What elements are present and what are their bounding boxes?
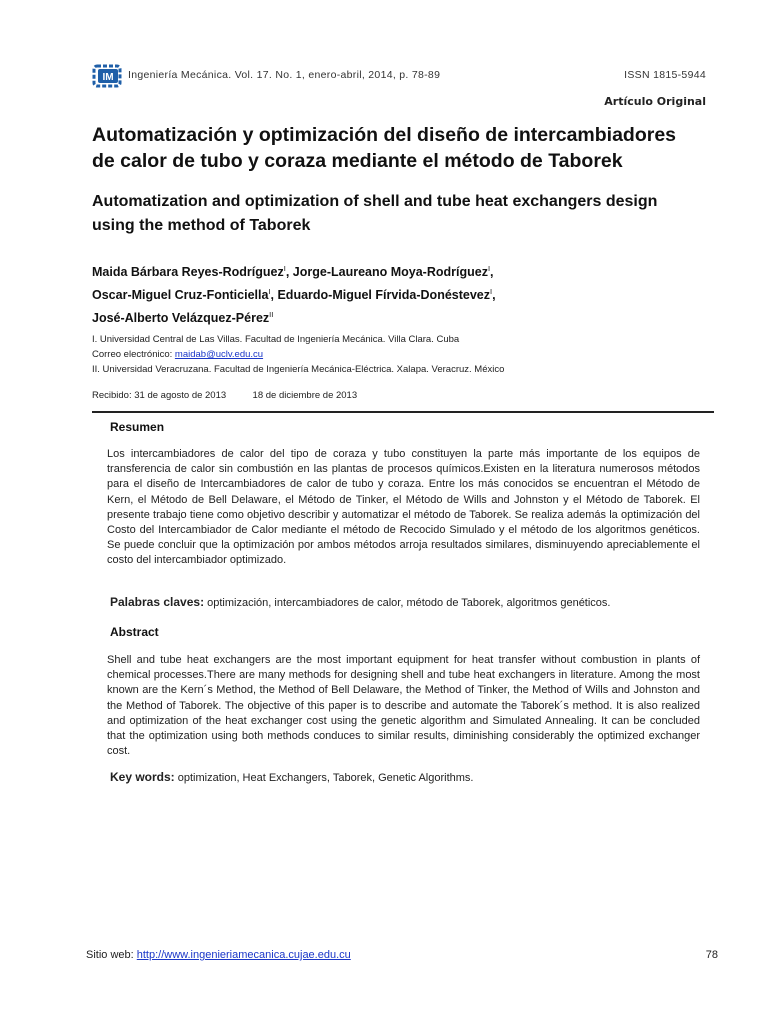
journal-citation: Ingeniería Mecánica. Vol. 17. No. 1, enero-abril, 2014, p. 78-89 bbox=[128, 69, 441, 81]
abstract-text: Shell and tube heat exchangers are the most important equipment for heat transfer without combustion in plants of chemical processes.There are many methods for designing shell and tube heat exchangers in literature. Among the most known are the Kern´s Method, the Method of Bell Delaware, the Method of Tinker, the Method of Wills and Johnston and the Method of Taborek. The objective of this paper is to describe and automate the Taborek´s method. It is also realized and optimization of the heat exchanger cost using the genetic algorithm and Simulated Annealing. It can be concluded that the optimization using both methods conduces to similar results, diminishing considerably the optimized exchanger cost. bbox=[107, 654, 700, 758]
author-separator: , bbox=[270, 288, 278, 303]
article-type: Artículo Original bbox=[604, 95, 706, 108]
author-affil-mark: I bbox=[487, 264, 491, 273]
logo-text: IM bbox=[102, 72, 114, 83]
affiliation-1: I. Universidad Central de Las Villas. Facultad de Ingeniería Mecánica. Villa Clara. Cuba bbox=[92, 334, 460, 345]
title-english: Automatization and optimization of shell and tube heat exchangers design using the method of Taborek bbox=[92, 193, 658, 234]
email-line bbox=[92, 349, 712, 360]
palabras-claves bbox=[110, 595, 710, 609]
author-separator: , bbox=[492, 288, 496, 303]
site-link[interactable]: http://www.ingenieriamecanica.cujae.edu.cu bbox=[136, 949, 351, 961]
keywords-text: optimización, intercambiadores de calor, método de Taborek, algoritmos genéticos. bbox=[204, 597, 611, 609]
received-dates: Recibido: 31 de agosto de 2013 18 de diciembre de 2013 bbox=[92, 390, 358, 401]
email-label: Correo electrónico: bbox=[92, 349, 175, 360]
author-affil-mark: I bbox=[283, 264, 286, 273]
abstract-heading: Abstract bbox=[110, 625, 159, 639]
keywords-text: optimization, Heat Exchangers, Taborek, Genetic Algorithms. bbox=[174, 772, 474, 784]
author-affil-mark: I bbox=[490, 287, 493, 297]
author: José-Alberto Velázquez-Pérez bbox=[92, 311, 270, 326]
resumen-text: Los intercambiadores de calor del tipo de coraza y tubo constituyen la parte más importante de los equipos de transferencia de calor sin combustión en las plantas de procesos químicos.Existen en la literatura numerosos métodos para el diseño de Intercambiadores de calor de tubo y coraza. Entre los más conocidos se encuentran el Método de Kern, el Método de Bell Delaware, el Método de Tinker, el Método de Wills and Johnston y el Método de Taborek. El presente trabajo tiene como objetivo describir y automatizar el método de Taborek. Se realiza además la optimización del Costo del Intercambiador de Calor mediante el método de Recocido Simulado y el método de los algoritmos genéticos. Se puede concluir que la optimización por ambos métodos arroja resultados similares, disminuyendo apreciablemente el costo del intercambiador optimizado. bbox=[107, 448, 700, 567]
author: Jorge-Laureano Moya-Rodríguez bbox=[292, 265, 488, 280]
site-label: Sitio web: bbox=[86, 949, 137, 961]
keywords-label: Palabras claves: bbox=[110, 595, 205, 609]
issn: ISSN 1815-5944 bbox=[624, 69, 706, 81]
author-affil-mark: II bbox=[269, 310, 274, 320]
email-link[interactable]: maidab@uclv.edu.cu bbox=[174, 349, 264, 360]
author: Eduardo-Miguel Fírvida-Donéstevez bbox=[277, 288, 490, 303]
journal-header bbox=[92, 62, 706, 90]
keywords-label: Key words: bbox=[110, 770, 175, 784]
section-divider bbox=[92, 411, 714, 413]
resumen-heading: Resumen bbox=[110, 420, 165, 434]
author-affil-mark: I bbox=[268, 287, 271, 297]
author-list bbox=[92, 259, 692, 328]
journal-logo-icon bbox=[92, 62, 124, 90]
key-words bbox=[110, 770, 710, 784]
author-separator: , bbox=[285, 265, 293, 280]
page-number: 78 bbox=[705, 949, 718, 961]
title-spanish: Automatización y optimización del diseño de intercambiadores de calor de tubo y coraza mediante el método de Taborek bbox=[92, 124, 677, 172]
author: Oscar-Miguel Cruz-Fonticiella bbox=[92, 288, 269, 303]
footer-website bbox=[86, 949, 351, 961]
author-separator: , bbox=[490, 265, 494, 280]
affiliation-2: II. Universidad Veracruzana. Facultad de Ingeniería Mecánica-Eléctrica. Xalapa. Veracruz. México bbox=[92, 364, 505, 375]
author: Maida Bárbara Reyes-Rodríguez bbox=[92, 265, 284, 280]
